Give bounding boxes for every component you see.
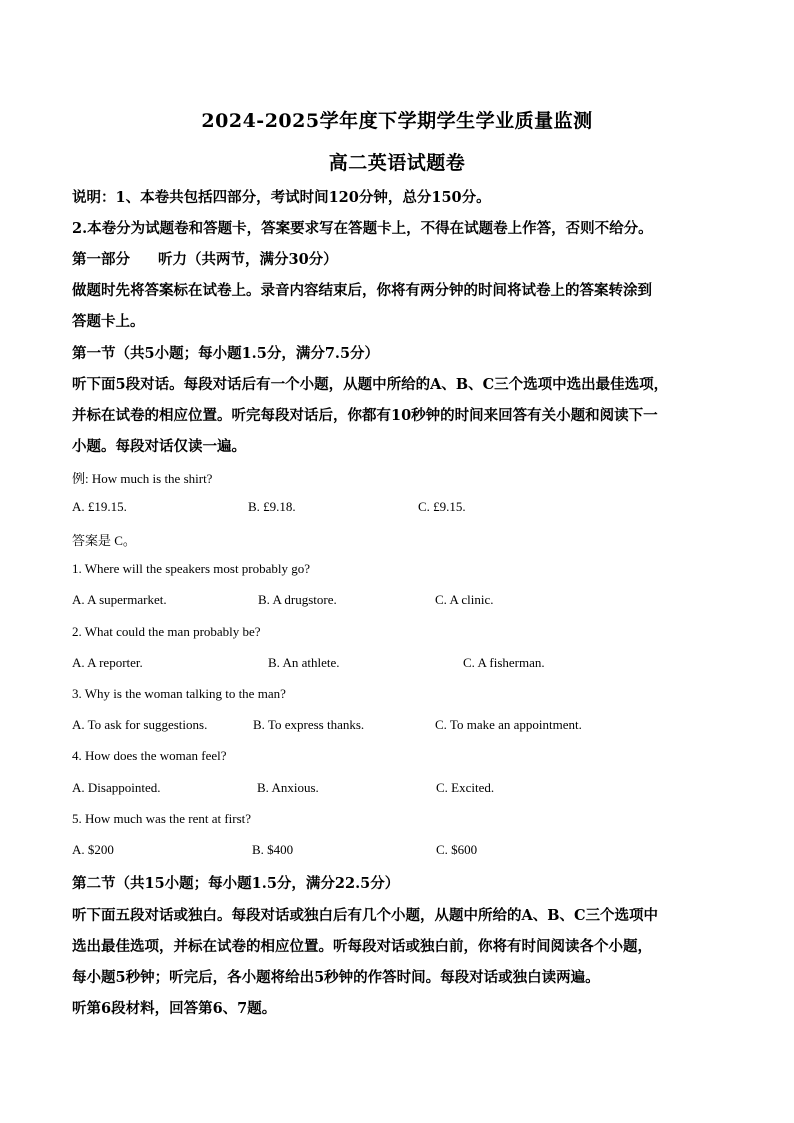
- question-text: 4. How does the woman feel?: [72, 748, 227, 763]
- option-a: A. £19.15.: [72, 499, 127, 514]
- part1-intro-line: 做题时先将答案标在试卷上。录音内容结束后，你将有两分钟的时间将试卷上的答案转涂到: [72, 282, 652, 299]
- question-text: 5. How much was the rent at first?: [72, 811, 252, 826]
- instruction-line: 说明：1、本卷共包括四部分，考试时间120分钟，总分150分。: [72, 189, 491, 206]
- listen-instruction: 听第6段材料，回答第6、7题。: [72, 1000, 277, 1017]
- example-question: 例: How much is the shirt?: [72, 471, 213, 486]
- question-text: 1. Where will the speakers most probably go?: [72, 561, 311, 576]
- section2-desc-line: 听下面五段对话或独白。每段对话或独白后有几个小题，从题中所给的A、B、C三个选项中: [72, 907, 659, 924]
- example-answer: 答案是 C。: [72, 533, 136, 548]
- option-b: B. $400: [252, 842, 294, 857]
- option-c: C. A clinic.: [435, 592, 494, 607]
- section1-heading: 第一节（共5小题；每小题1.5分，满分7.5分）: [72, 345, 380, 362]
- option-c: C. Excited.: [436, 780, 495, 795]
- option-a: A. To ask for suggestions.: [72, 717, 208, 732]
- option-b: B. A drugstore.: [258, 592, 337, 607]
- option-b: B. To express thanks.: [253, 717, 365, 732]
- part1-heading-detail: 听力（共两节，满分30分）: [158, 251, 338, 268]
- option-b: B. Anxious.: [257, 780, 319, 795]
- option-a: A. A reporter.: [72, 655, 143, 670]
- option-c: C. A fisherman.: [463, 655, 545, 670]
- part1-heading-label: 第一部分: [72, 251, 130, 268]
- option-a: A. A supermarket.: [72, 592, 167, 607]
- section2-desc-line: 每小题5秒钟；听完后，各小题将给出5秒钟的作答时间。每段对话或独白读两遍。: [72, 969, 600, 986]
- option-b: B. £9.18.: [248, 499, 296, 514]
- section1-desc-line: 听下面5段对话。每段对话后有一个小题，从题中所给的A、B、C三个选项中选出最佳选项，: [72, 376, 669, 393]
- option-a: A. Disappointed.: [72, 780, 161, 795]
- section1-desc-line: 并标在试卷的相应位置。听完每段对话后，你都有10秒钟的时间来回答有关小题和阅读下一: [72, 407, 658, 424]
- section2-heading: 第二节（共15小题；每小题1.5分，满分22.5分）: [72, 875, 400, 892]
- section1-desc-line: 小题。每段对话仅读一遍。: [72, 438, 246, 455]
- exam-subtitle: 高二英语试题卷: [328, 152, 466, 174]
- exam-title: 2024-2025学年度下学期学生学业质量监测: [201, 110, 593, 132]
- instruction-line: 2.本卷分为试题卷和答题卡，答案要求写在答题卡上，不得在试题卷上作答，否则不给分。: [72, 220, 653, 237]
- option-c: C. To make an appointment.: [435, 717, 582, 732]
- section2-desc-line: 选出最佳选项，并标在试卷的相应位置。听每段对话或独白前，你将有时间阅读各个小题，: [72, 938, 652, 955]
- part1-heading: [72, 248, 338, 269]
- option-c: C. £9.15.: [418, 499, 466, 514]
- option-a: A. $200: [72, 842, 114, 857]
- part1-intro-line: 答题卡上。: [72, 313, 145, 330]
- question-text: 3. Why is the woman talking to the man?: [72, 686, 286, 701]
- option-c: C. $600: [436, 842, 478, 857]
- question-text: 2. What could the man probably be?: [72, 624, 261, 639]
- option-b: B. An athlete.: [268, 655, 340, 670]
